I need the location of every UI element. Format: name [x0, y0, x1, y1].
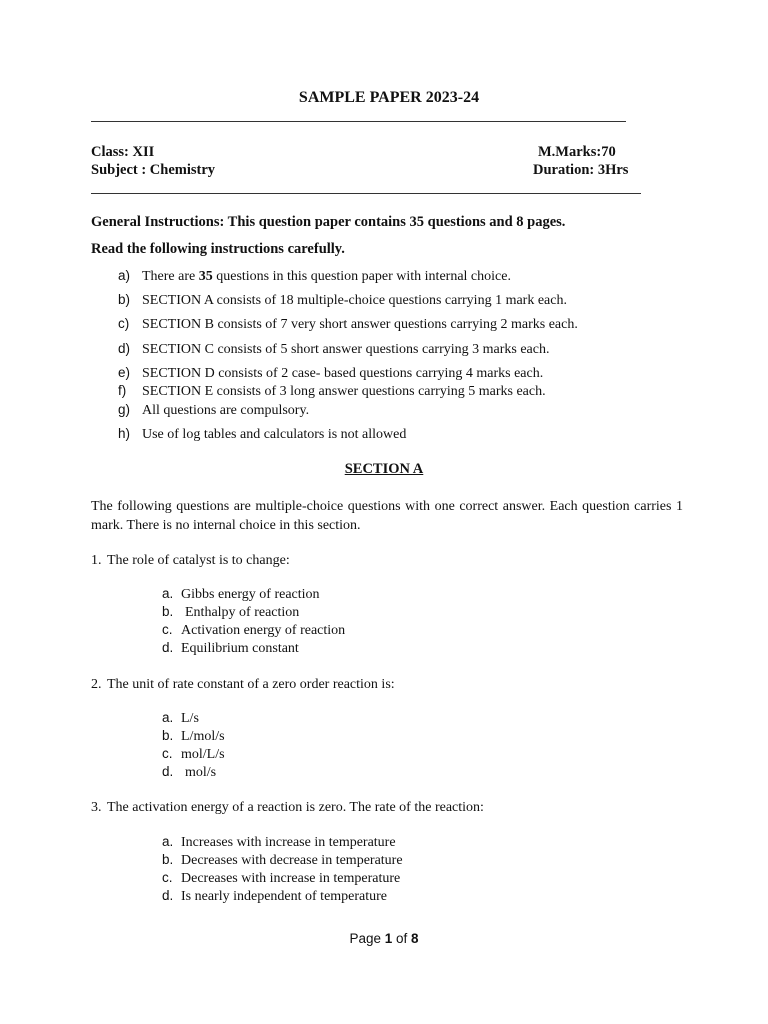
- question-text: The unit of rate constant of a zero order reaction is:: [107, 677, 395, 692]
- option: c. mol/L/s: [162, 746, 225, 762]
- instruction-item: e) SECTION D consists of 2 case- based questions carrying 4 marks each.: [118, 365, 544, 381]
- page-total: 8: [411, 931, 419, 946]
- instruction-item: g) All questions are compulsory.: [118, 402, 310, 418]
- page-word: Page: [349, 931, 381, 946]
- instruction-item: b) SECTION A consists of 18 multiple-choice questions carrying 1 mark each.: [118, 292, 567, 308]
- instruction-item: a) There are 35 questions in this question paper with internal choice.: [118, 268, 511, 284]
- option: a. Gibbs energy of reaction: [162, 586, 320, 602]
- instruction-item: h) Use of log tables and calculators is not allowed: [118, 426, 407, 442]
- list-marker: h): [118, 426, 131, 441]
- option: a. L/s: [162, 710, 199, 726]
- option: d. mol/s: [162, 764, 217, 780]
- list-marker: c): [118, 316, 130, 331]
- section-a-heading: SECTION A: [344, 461, 424, 477]
- duration-label: Duration: 3Hrs: [533, 162, 629, 178]
- list-marker: a): [118, 268, 131, 283]
- question-number: 3.: [91, 800, 102, 815]
- list-marker: f): [118, 383, 127, 398]
- instruction-item: f) SECTION E consists of 3 long answer questions carrying 5 marks each.: [118, 383, 546, 399]
- option: d. Is nearly independent of temperature: [162, 888, 388, 904]
- option: b. L/mol/s: [162, 728, 225, 744]
- max-marks-label: M.Marks:70: [538, 144, 616, 160]
- paper-title: SAMPLE PAPER 2023-24: [298, 89, 480, 106]
- general-instructions: General Instructions: This question paper contains 35 questions and 8 pages.: [91, 214, 566, 230]
- header-divider: [91, 193, 641, 194]
- question-3: [91, 800, 484, 816]
- option: c. Activation energy of reaction: [162, 622, 346, 638]
- question-number: 1.: [91, 553, 102, 568]
- read-instructions: Read the following instructions carefully.: [91, 241, 345, 257]
- question-1: [91, 553, 290, 569]
- question-2: [91, 677, 395, 693]
- of-word: of: [396, 931, 408, 946]
- subject-label: Subject : Chemistry: [91, 162, 216, 178]
- question-text: The role of catalyst is to change:: [107, 553, 290, 568]
- section-a-intro: The following questions are multiple-choice questions with one correct answer. Each question carries 1 mark. There is no internal choice in this section.: [91, 499, 683, 533]
- title-divider: [91, 121, 626, 122]
- option: b. Enthalpy of reaction: [162, 604, 300, 620]
- page-number: 1: [384, 931, 393, 946]
- class-label: Class: XII: [91, 144, 155, 160]
- option: c. Decreases with increase in temperature: [162, 870, 401, 886]
- question-number: 2.: [91, 677, 102, 692]
- option: a. Increases with increase in temperature: [162, 834, 396, 850]
- page-footer: [0, 931, 768, 946]
- list-marker: e): [118, 365, 131, 380]
- option: d. Equilibrium constant: [162, 640, 299, 656]
- question-text: The activation energy of a reaction is zero. The rate of the reaction:: [107, 800, 484, 815]
- list-marker: g): [118, 402, 131, 417]
- option: b. Decreases with decrease in temperature: [162, 852, 403, 868]
- instruction-item: c) SECTION B consists of 7 very short answer questions carrying 2 marks each.: [118, 316, 578, 332]
- list-marker: d): [118, 341, 131, 356]
- list-marker: b): [118, 292, 131, 307]
- instruction-item: d) SECTION C consists of 5 short answer questions carrying 3 marks each.: [118, 341, 550, 357]
